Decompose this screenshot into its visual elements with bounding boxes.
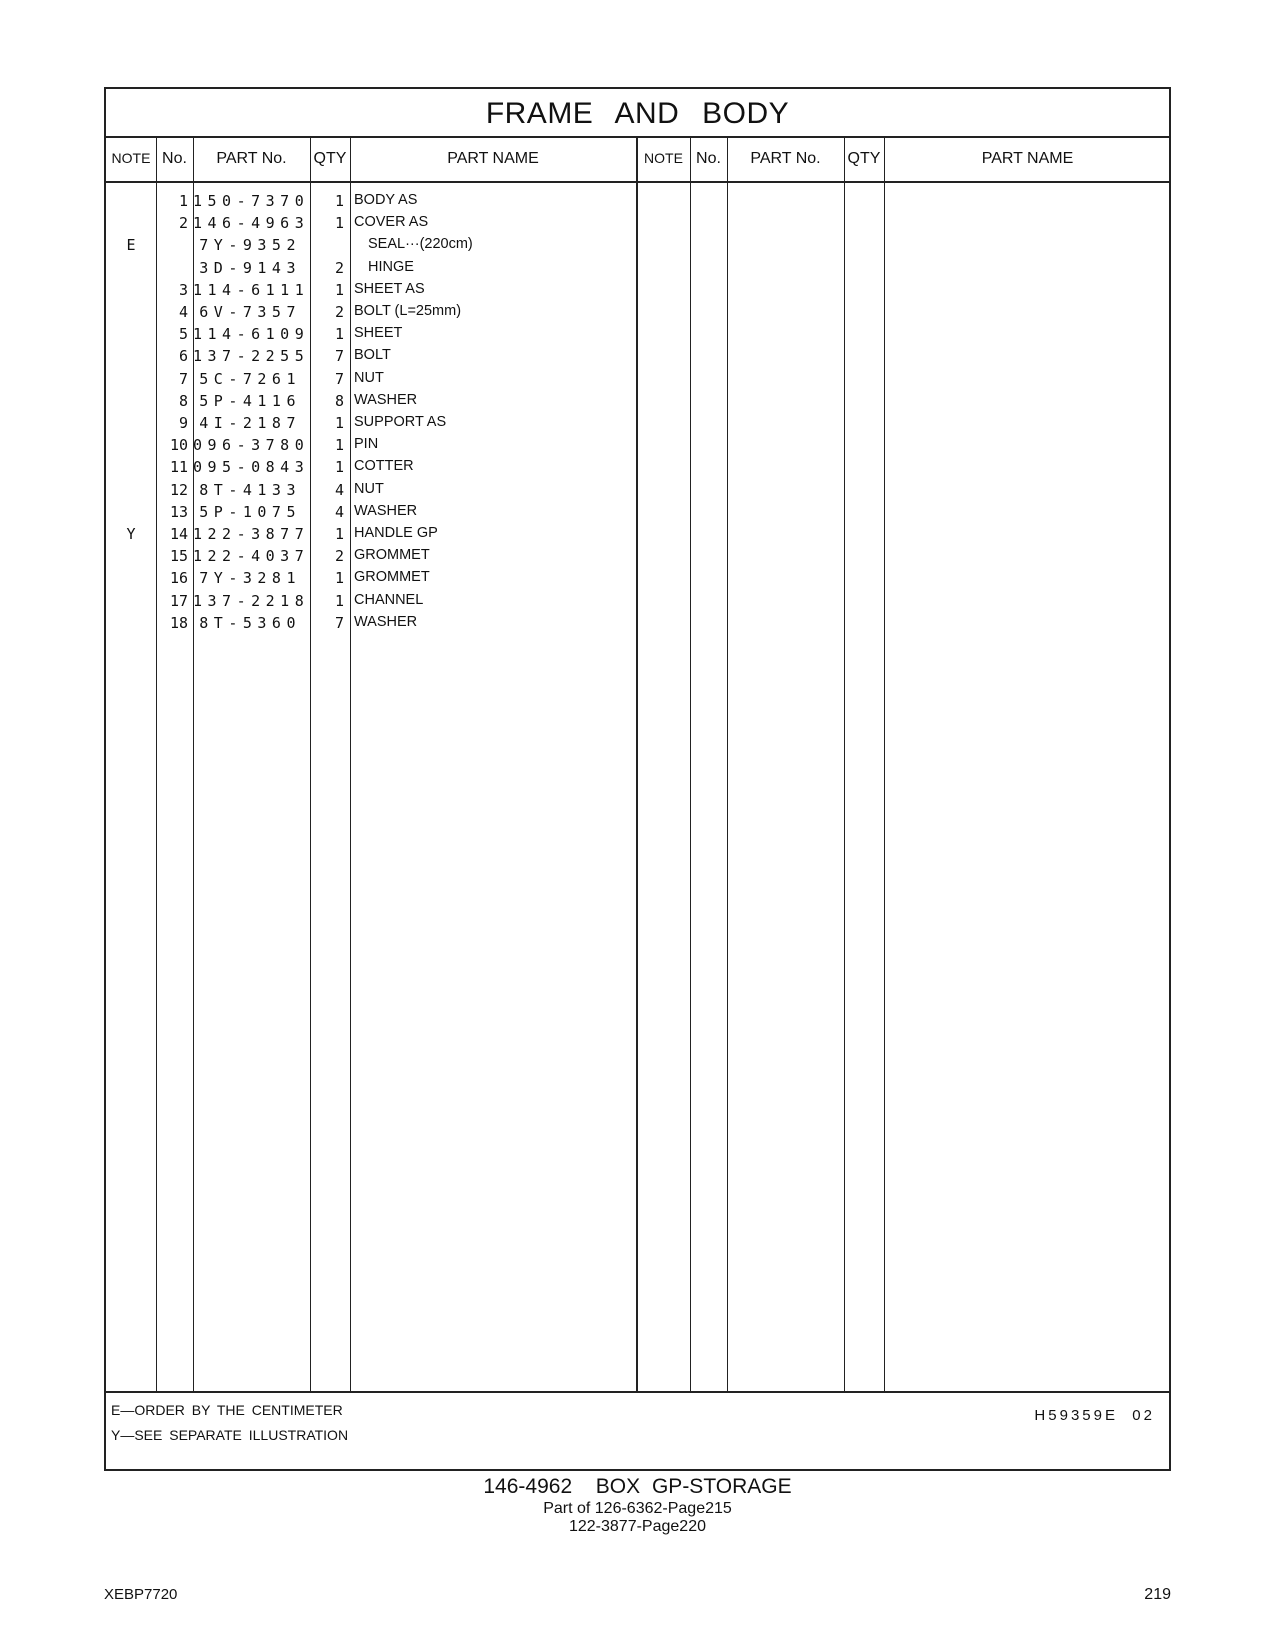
header-no-left: No.	[162, 150, 187, 167]
row-part-number: 114-6109	[193, 325, 310, 344]
row-part-name: COVER AS	[354, 214, 429, 231]
illustration-code: H59359E 02	[1034, 1407, 1155, 1424]
row-quantity: 1	[334, 192, 344, 210]
row-item-number: 14	[169, 525, 188, 543]
column-divider	[727, 136, 728, 1391]
row-item-number: 7	[178, 369, 188, 388]
row-part-name: BOLT (L=25mm)	[354, 303, 462, 319]
row-part-name: COTTER	[354, 458, 414, 475]
parts-table-frame	[104, 87, 1171, 1471]
row-quantity: 1	[334, 280, 344, 299]
row-part-number: 150-7370	[193, 192, 310, 210]
row-item-number: 9	[178, 414, 188, 432]
row-part-name: PIN	[354, 436, 379, 453]
header-note-left: NOTE	[111, 150, 151, 166]
row-quantity: 1	[334, 458, 344, 477]
row-item-number: 3	[178, 280, 188, 299]
row-item-number: 2	[178, 214, 188, 233]
row-part-name: HINGE	[368, 258, 414, 275]
row-item-number: 6	[178, 347, 188, 366]
row-part-name: BODY AS	[354, 192, 418, 208]
row-item-number: 13	[169, 502, 188, 521]
column-divider	[636, 136, 638, 1391]
row-quantity: 1	[334, 569, 344, 588]
row-quantity: 2	[334, 258, 344, 277]
row-part-name: SEAL···(220cm)	[368, 236, 473, 253]
row-item-number: 18	[169, 613, 188, 632]
footnote-y: Y—SEE SEPARATE ILLUSTRATION	[111, 1427, 349, 1443]
row-item-number: 11	[169, 458, 188, 477]
row-part-number: 7Y-3281	[199, 569, 301, 588]
row-quantity: 1	[334, 325, 344, 344]
row-item-number: 17	[169, 591, 188, 610]
row-part-number: 4I-2187	[199, 414, 301, 432]
row-part-name: SHEET AS	[354, 280, 425, 297]
row-quantity: 4	[334, 502, 344, 521]
row-quantity: 2	[334, 303, 344, 321]
row-part-number: 114-6111	[193, 280, 310, 299]
row-item-number: 10	[169, 436, 188, 455]
row-part-name: HANDLE GP	[354, 525, 438, 541]
header-partno-left: PART No.	[216, 150, 287, 167]
group-caption: 146-4962 BOX GP-STORAGE	[483, 1475, 792, 1498]
row-item-number: 16	[169, 569, 188, 588]
footnote-e: E—ORDER BY THE CENTIMETER	[111, 1402, 343, 1418]
row-part-number: 146-4963	[193, 214, 310, 233]
row-quantity: 8	[334, 391, 344, 410]
table-title: FRAME AND BODY	[106, 89, 1169, 138]
row-part-number: 8T-4133	[199, 480, 301, 499]
row-item-number: 12	[169, 480, 188, 499]
column-divider	[844, 136, 845, 1391]
header-qty-left: QTY	[313, 150, 347, 167]
row-item-number: 4	[178, 303, 188, 321]
row-part-name: GROMMET	[354, 569, 430, 586]
header-qty-right: QTY	[847, 150, 881, 167]
header-note-right: NOTE	[644, 150, 683, 166]
document-id: XEBP7720	[104, 1586, 178, 1603]
row-part-number: 5P-1075	[199, 502, 301, 521]
header-partno-right: PART No.	[750, 150, 821, 167]
row-part-number: 6V-7357	[199, 303, 301, 321]
header-no-right: No.	[696, 150, 721, 167]
header-partname-left: PART NAME	[447, 150, 539, 167]
row-part-name: SUPPORT AS	[354, 414, 447, 430]
row-part-name: WASHER	[354, 613, 418, 630]
row-item-number: 8	[178, 391, 188, 410]
row-quantity: 1	[334, 414, 344, 432]
row-quantity: 1	[334, 214, 344, 233]
row-part-name: GROMMET	[354, 547, 430, 564]
caption-reference-2: 122-3877-Page220	[568, 1518, 706, 1535]
row-part-number: 122-3877	[193, 525, 310, 543]
row-quantity: 7	[334, 347, 344, 366]
row-note: Y	[126, 525, 136, 543]
row-part-number: 122-4037	[193, 547, 310, 566]
caption-reference-1: Part of 126-6362-Page215	[543, 1500, 732, 1517]
row-part-number: 7Y-9352	[199, 236, 301, 255]
column-divider	[690, 136, 691, 1391]
row-quantity: 1	[334, 591, 344, 610]
row-part-number: 096-3780	[193, 436, 310, 455]
row-part-name: NUT	[354, 480, 384, 497]
row-note: E	[126, 236, 136, 255]
column-divider	[350, 136, 351, 1391]
row-part-number: 5C-7261	[199, 369, 301, 388]
row-part-name: CHANNEL	[354, 591, 424, 608]
row-part-name: NUT	[354, 369, 384, 386]
row-part-number: 5P-4116	[199, 391, 301, 410]
row-part-name: WASHER	[354, 502, 418, 519]
row-quantity: 2	[334, 547, 344, 566]
row-item-number: 15	[169, 547, 188, 566]
row-quantity: 7	[334, 369, 344, 388]
row-quantity: 1	[334, 525, 344, 543]
row-part-name: BOLT	[354, 347, 391, 364]
row-quantity: 4	[334, 480, 344, 499]
column-divider	[884, 136, 885, 1391]
row-part-name: WASHER	[354, 391, 418, 408]
row-item-number: 1	[178, 192, 188, 210]
page-number: 219	[1144, 1586, 1171, 1603]
row-part-number: 3D-9143	[199, 258, 301, 277]
row-part-number: 137-2218	[193, 591, 310, 610]
row-part-name: SHEET	[354, 325, 403, 342]
body-bottom-rule	[106, 1391, 1169, 1393]
row-item-number: 5	[178, 325, 188, 344]
row-quantity: 1	[334, 436, 344, 455]
header-partname-right: PART NAME	[981, 150, 1074, 167]
row-quantity: 7	[334, 613, 344, 632]
row-part-number: 137-2255	[193, 347, 310, 366]
row-part-number: 095-0843	[193, 458, 310, 477]
row-part-number: 8T-5360	[199, 613, 301, 632]
